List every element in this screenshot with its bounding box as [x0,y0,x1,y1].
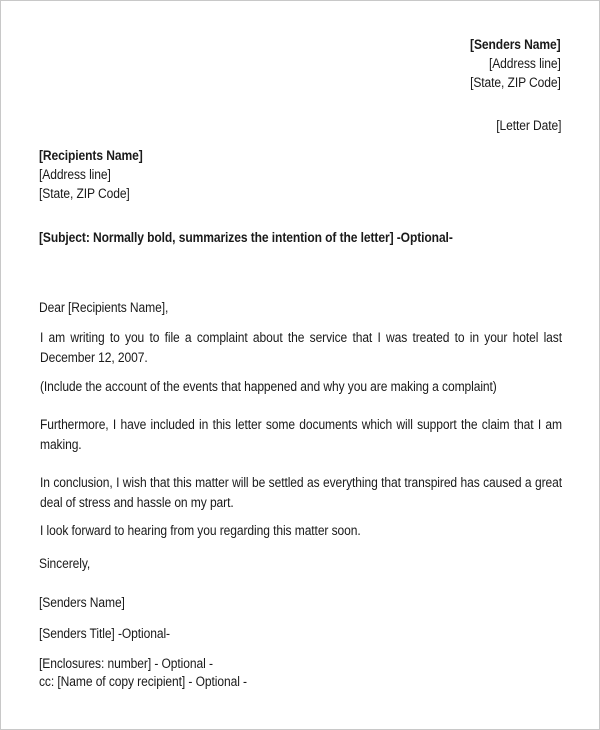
recipient-state-zip: [State, ZIP Code] [39,186,130,201]
sender-name: [Senders Name] [470,37,561,52]
signature-name: [Senders Name] [39,595,125,610]
signature-title: [Senders Title] -Optional- [39,626,170,641]
recipient-name: [Recipients Name] [39,148,143,163]
cc-line: cc: [Name of copy recipient] - Optional - [39,674,247,689]
closing: Sincerely, [39,556,91,571]
body-paragraph-2: (Include the account of the events that happened and why you are making a complaint) [40,379,497,394]
salutation: Dear [Recipients Name], [39,300,169,315]
sender-state-zip: [State, ZIP Code] [470,75,561,90]
recipient-address-line: [Address line] [39,167,111,182]
letter-date: [Letter Date] [495,118,561,133]
sender-address-line: [Address line] [489,56,561,71]
subject-line: [Subject: Normally bold, summarizes the intention of the letter] -Optional- [39,230,453,245]
enclosures-line: [Enclosures: number] - Optional - [39,656,213,671]
body-paragraph-5: I look forward to hearing from you regarding this matter soon. [40,523,361,538]
body-paragraph-4: In conclusion, I wish that this matter will be settled as everything that transpired has caused a great deal of stress and hassle on my part. [40,475,562,510]
body-paragraph-1: I am writing to you to file a complaint about the service that I was treated to in your hotel last December 12, 2007. [40,330,562,365]
body-paragraph-3: Furthermore, I have included in this letter some documents which will support the claim that I am making. [40,417,562,452]
